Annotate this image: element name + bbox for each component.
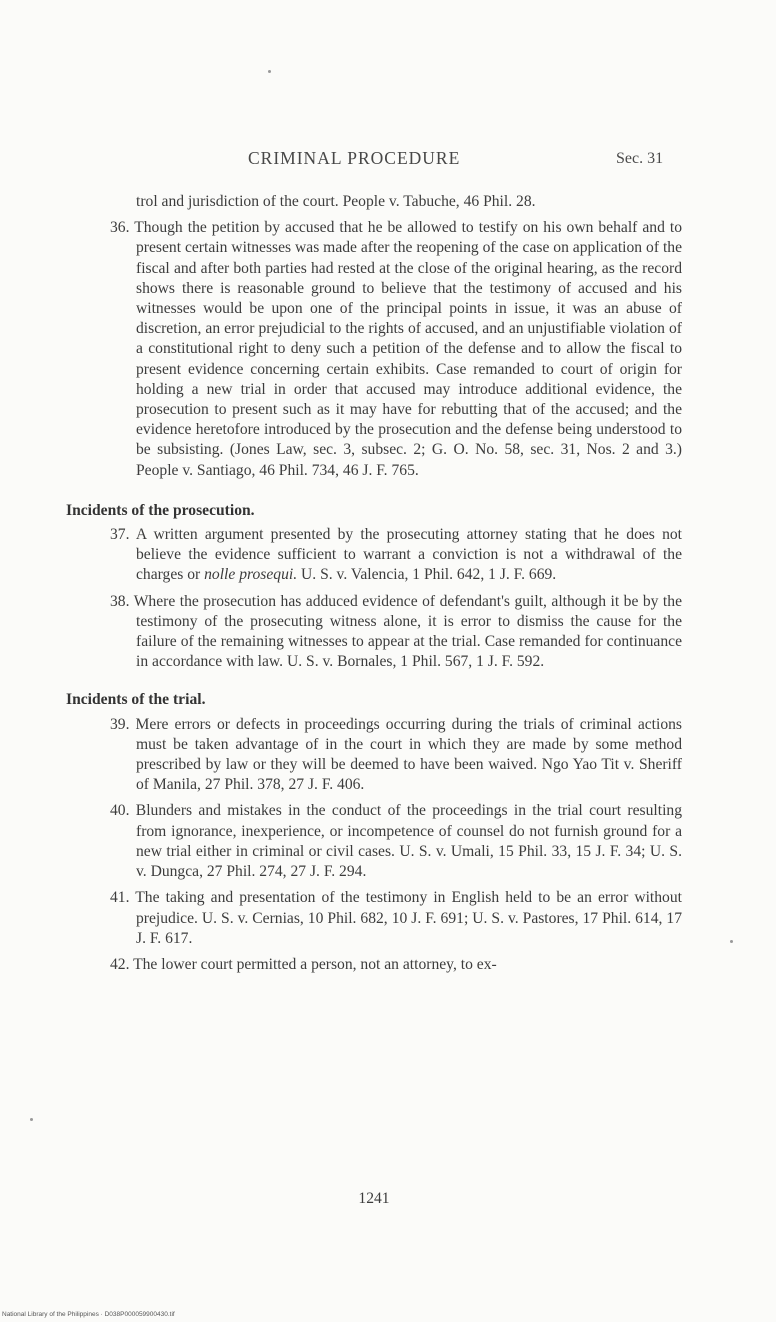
continuation-paragraph: trol and jurisdiction of the court. People v. Tabuche, 46 Phil. 28. [136,193,536,210]
entry-39: 39. Mere errors or defects in proceedings occurring during the trials of criminal actions must be taken advantage of in the court in which they are made by some method prescribed by law or they will be deemed to have been waived. Ngo Yao Tit v. Sheriff of Manila, 27 Phil. 378, 27 J. F. 406. [110,715,682,794]
paper-speck [730,940,733,943]
entry-42: 42. The lower court permitted a person, not an attorney, to ex- [110,955,497,973]
entry-37-text: 37. A written argument presented by the prosecuting attorney stating that he does not believe the evidence sufficient to warrant a conviction is not a withdrawal of the charges or [110,526,682,584]
entry-37 [66,525,682,586]
section-heading-trial: Incidents of the trial. [66,691,206,709]
entry-37-italic: nolle prosequi. [204,566,298,584]
paper-speck [30,1118,33,1121]
scan-footer: National Library of the Philippines · D038P000059900430.tif [2,1311,175,1318]
entry-36: 36. Though the petition by accused that he be allowed to testify on his own behalf and to present certain witnesses was made after the reopening of the case on application of the fiscal and after both parties had rested at the close of the original hearing, as the record shows there is reasonable ground to believe that the testimony of accused and his witnesses would be upon one of the principal points in issue, it was an abuse of discretion, an error prejudicial to the rights of accused, and an unjustifiable violation of a constitutional right to deny such a petition of the defense and to allow the fiscal to present evidence concerning certain exhibits. Case remanded to court of origin for holding a new trial in order that accused may introduce additional evidence, the prosecution to present such as it may have for rebutting that of the accused; and the evidence heretofore introduced by the prosecution and the defense being understood to be subsisting. (Jones Law, sec. 3, subsec. 2; G. O. No. 58, sec. 31, Nos. 2 and 3.) People v. Santiago, 46 Phil. 734, 46 J. F. 765. [110,219,682,479]
page-number: 1241 [358,1190,390,1207]
page-body [66,192,682,975]
running-head-title: CRIMINAL PROCEDURE [248,148,461,168]
entry-38: 38. Where the prosecution has adduced evidence of defendant's guilt, although it be by the testimony of the prosecuting witness alone, it is error to dismiss the cause for the failure of the remaining witnesses to appear at the trial. Case remanded for continuance in accordance with law. U. S. v. Bornales, 1 Phil. 567, 1 J. F. 592. [110,592,682,671]
entry-40: 40. Blunders and mistakes in the conduct of the proceedings in the trial court resulting from ignorance, inexperience, or incompetence of counsel do not furnish ground for a new trial either in criminal or civil cases. U. S. v. Umali, 15 Phil. 33, 15 J. F. 34; U. S. v. Dungca, 27 Phil. 274, 27 J. F. 294. [110,802,682,881]
section-heading-prosecution: Incidents of the prosecution. [66,501,255,519]
entry-41: 41. The taking and presentation of the testimony in English held to be an error without prejudice. U. S. v. Cernias, 10 Phil. 682, 10 J. F. 691; U. S. v. Pastores, 17 Phil. 614, 17 J. F. 617. [110,889,682,947]
entry-37-citation: U. S. v. Valencia, 1 Phil. 642, 1 J. F. 669. [297,566,557,584]
running-head-section: Sec. 31 [616,150,664,167]
paper-speck [268,70,271,73]
